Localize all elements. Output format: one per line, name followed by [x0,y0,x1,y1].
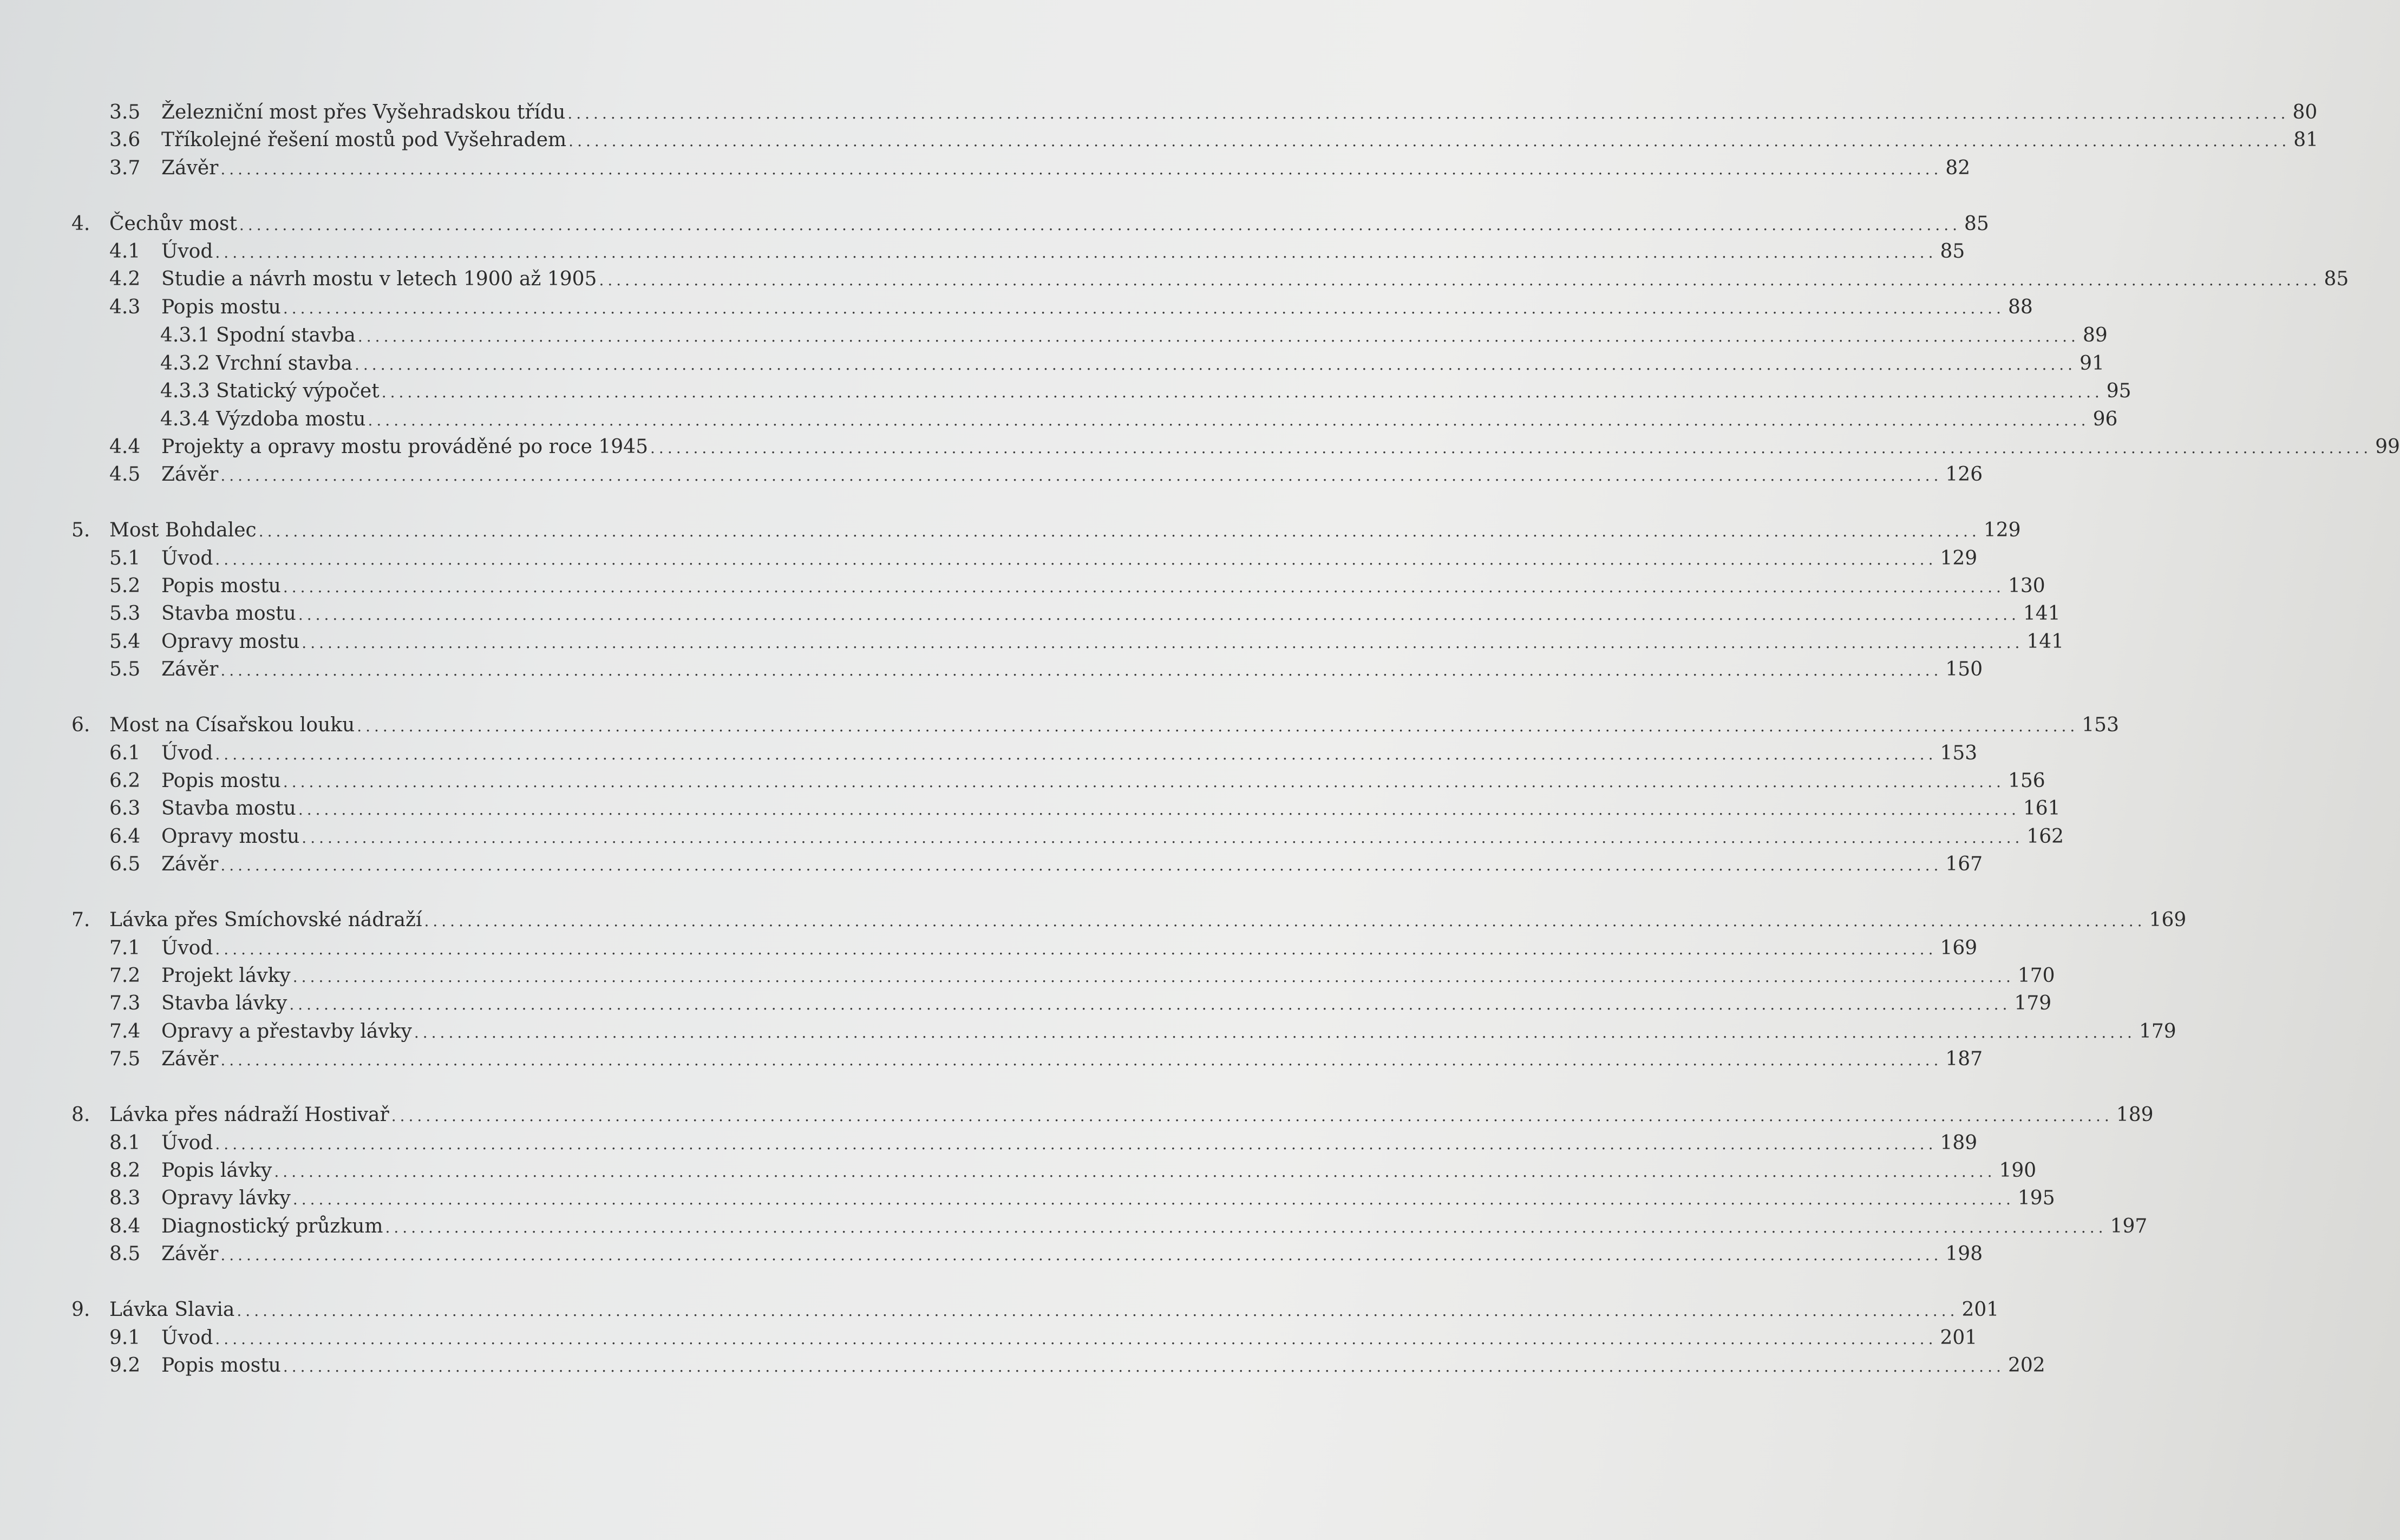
toc-entry-title: 4.3.2 Vrchní stavba [160,352,352,375]
toc-dot-leader: ........................................................................................................................................................................................................ [215,244,1937,261]
toc-section-entry [109,990,2052,1017]
toc-entry-number: 8.5 [109,1243,141,1265]
toc-entry-title: Závěr [161,1048,219,1070]
toc-page-number: 195 [2017,1187,2055,1209]
toc-entry-title: Stavba mostu [161,797,296,820]
toc-entry-number: 9.1 [109,1327,141,1349]
toc-section-entry [109,823,2064,850]
toc-dot-leader: ........................................................................................................................................................................................................ [292,968,2015,986]
toc-page-number: 201 [1961,1299,1999,1321]
toc-entry-title: Diagnostický průzkum [161,1215,383,1237]
toc-chapter-entry [71,907,2187,934]
toc-entry-title: Popis lávky [161,1159,272,1182]
toc-page-number: 126 [1945,463,1983,486]
toc-dot-leader: ........................................................................................................................................................................................................ [283,1358,2005,1375]
toc-page-number: 96 [2092,408,2118,430]
toc-entry-title: 4.3.1 Spodní stavba [160,324,356,346]
toc-entry-title: Železniční most přes Vyšehradskou třídu [161,101,566,123]
toc-page-number: 129 [1940,547,1978,569]
toc-entry-number: 7. [71,909,90,931]
toc-page-number: 130 [2007,575,2045,597]
toc-dot-leader: ........................................................................................................................................................................................................ [355,356,2077,373]
toc-dot-leader: ........................................................................................................................................................................................................ [283,773,2005,791]
toc-page-number: 190 [1999,1159,2037,1182]
toc-section-entry [109,127,2319,154]
toc-section-entry [109,962,2055,989]
toc-entry-title: Závěr [161,658,219,680]
toc-page-number: 170 [2017,965,2055,987]
toc-section-entry [109,1352,2045,1379]
toc-entry-title: Tříkolejné řešení mostů pod Vyšehradem [161,129,567,151]
toc-page-number: 167 [1945,853,1983,875]
toc-entry-title: Závěr [161,463,219,486]
toc-chapter-entry [71,1296,1999,1323]
toc-entry-title: Projekt lávky [161,965,291,987]
toc-dot-leader: ........................................................................................................................................................................................................ [220,1051,1943,1069]
toc-page-number: 189 [2116,1104,2154,1126]
toc-page-number: 80 [2292,101,2318,123]
toc-section-entry [109,1130,1978,1157]
toc-subsubsection-entry [160,406,2118,433]
toc-dot-leader: ........................................................................................................................................................................................................ [215,1330,1937,1348]
toc-page-number: 187 [1945,1048,1983,1070]
toc-page-number: 201 [1940,1327,1978,1349]
toc-section-entry [109,266,2349,293]
toc-dot-leader: ........................................................................................................................................................................................................ [381,383,2103,401]
toc-dot-leader: ........................................................................................................................................................................................................ [220,160,1943,178]
toc-entry-title: Úvod [161,1327,213,1349]
toc-entry-title: Popis mostu [161,296,281,318]
toc-entry-number: 6.3 [109,797,141,820]
toc-page-number: 153 [2082,714,2119,736]
toc-dot-leader: ........................................................................................................................................................................................................ [283,299,2005,317]
toc-page-number: 85 [1964,213,1989,235]
toc-chapter-entry [71,517,2021,544]
toc-dot-leader: ........................................................................................................................................................................................................ [215,745,1937,763]
toc-entry-number: 5.1 [109,547,141,569]
toc-page-number: 189 [1940,1132,1978,1154]
toc-entry-title: Opravy mostu [161,631,300,653]
toc-entry-number: 3.7 [109,157,141,179]
toc-subsubsection-entry [160,322,2108,349]
toc-page-number: 179 [2014,992,2052,1014]
toc-section-entry [109,1185,2055,1212]
toc-entry-title: Projekty a opravy mostu prováděné po roce 1945 [161,436,649,458]
toc-page-number: 88 [2007,296,2033,318]
toc-dot-leader: ........................................................................................................................................................................................................ [215,1135,1937,1153]
toc-page-number: 141 [2023,602,2061,625]
toc-dot-leader: ........................................................................................................................................................................................................ [220,856,1943,874]
toc-dot-leader: ........................................................................................................................................................................................................ [385,1218,2107,1236]
toc-dot-leader: ........................................................................................................................................................................................................ [274,1163,1996,1181]
toc-page-number: 150 [1945,658,1983,680]
toc-entry-number: 7.1 [109,937,141,959]
toc-entry-number: 3.5 [109,101,141,123]
toc-dot-leader: ........................................................................................................................................................................................................ [414,1024,2136,1041]
toc-page-number: 156 [2007,770,2045,792]
toc-dot-leader: ........................................................................................................................................................................................................ [292,1190,2015,1208]
toc-dot-leader: ........................................................................................................................................................................................................ [220,661,1943,679]
toc-page-number: 197 [2110,1215,2148,1237]
toc-entry-title: Lávka přes Smíchovské nádraží [109,909,422,931]
toc-dot-leader: ........................................................................................................................................................................................................ [567,104,2290,122]
toc-entry-number: 6.2 [109,770,141,792]
toc-dot-leader: ........................................................................................................................................................................................................ [424,912,2146,930]
toc-entry-number: 4.1 [109,240,141,263]
toc-entry-number: 5.3 [109,602,141,625]
toc-entry-number: 6.1 [109,742,141,764]
toc-page-number: 169 [2149,909,2187,931]
toc-entry-number: 4.2 [109,268,141,290]
toc-page-number: 99 [2375,436,2400,458]
toc-entry-title: Opravy a přestavby lávky [161,1020,412,1043]
toc-entry-title: Lávka Slavia [109,1299,235,1321]
toc-dot-leader: ........................................................................................................................................................................................................ [391,1107,2113,1125]
toc-entry-number: 4.3 [109,296,141,318]
toc-entry-number: 8.1 [109,1132,141,1154]
toc-entry-number: 8. [71,1104,90,1126]
toc-dot-leader: ........................................................................................................................................................................................................ [568,132,2291,150]
toc-entry-title: Opravy lávky [161,1187,291,1209]
toc-chapter-entry [71,211,1989,238]
toc-section-entry [109,795,2061,822]
toc-entry-number: 8.4 [109,1215,141,1237]
toc-dot-leader: ........................................................................................................................................................................................................ [289,995,2011,1013]
toc-section-entry [109,656,1983,683]
toc-section-entry [109,600,2061,627]
toc-entry-number: 8.2 [109,1159,141,1182]
toc-dot-leader: ........................................................................................................................................................................................................ [302,829,2024,847]
toc-entry-title: Popis mostu [161,575,281,597]
toc-page-number: 91 [2079,352,2104,375]
toc-dot-leader: ........................................................................................................................................................................................................ [237,1302,1959,1320]
toc-dot-leader: ........................................................................................................................................................................................................ [298,606,2020,624]
toc-entry-number: 3.6 [109,129,141,151]
toc-dot-leader: ........................................................................................................................................................................................................ [258,522,1980,540]
toc-section-entry [109,238,1965,265]
toc-entry-title: Závěr [161,1243,219,1265]
toc-section-entry [109,1241,1983,1268]
toc-entry-number: 9. [71,1299,90,1321]
toc-entry-title: Stavba mostu [161,602,296,625]
toc-section-entry [109,1325,1978,1352]
toc-entry-title: Závěr [161,853,219,875]
toc-chapter-entry [71,712,2119,739]
toc-page-number: 85 [1940,240,1965,263]
toc-entry-number: 5. [71,519,90,541]
toc-entry-title: Úvod [161,742,213,764]
toc-entry-title: Studie a návrh mostu v letech 1900 až 1905 [161,268,597,290]
toc-entry-title: Stavba lávky [161,992,287,1014]
toc-entry-number: 7.2 [109,965,141,987]
toc-section-entry [109,768,2045,795]
toc-page-number: 129 [1983,519,2021,541]
toc-entry-number: 6.5 [109,853,141,875]
toc-section-entry [109,1018,2176,1045]
toc-page-number: 81 [2293,129,2319,151]
toc-entry-title: Čechův most [109,213,237,235]
toc-entry-title: 4.3.3 Statický výpočet [160,380,380,402]
toc-entry-number: 8.3 [109,1187,141,1209]
toc-dot-leader: ........................................................................................................................................................................................................ [302,634,2024,652]
toc-dot-leader: ........................................................................................................................................................................................................ [599,271,2321,289]
toc-page-number: 85 [2324,268,2349,290]
toc-dot-leader: ........................................................................................................................................................................................................ [220,1246,1943,1264]
toc-page-number: 161 [2023,797,2061,820]
toc-section-entry [109,99,2318,126]
toc-dot-leader: ........................................................................................................................................................................................................ [215,551,1937,568]
toc-chapter-entry [71,1102,2154,1129]
toc-dot-leader: ........................................................................................................................................................................................................ [239,216,1961,234]
toc-section-entry [109,1046,1983,1073]
toc-subsubsection-entry [160,350,2104,377]
toc-subsubsection-entry [160,378,2131,405]
toc-section-entry [109,434,2400,461]
toc-page-number: 179 [2139,1020,2176,1043]
toc-dot-leader: ........................................................................................................................................................................................................ [368,411,2090,429]
toc-entry-title: Opravy mostu [161,825,300,848]
toc-section-entry [109,294,2033,321]
toc-entry-title: Závěr [161,157,219,179]
toc-entry-number: 5.4 [109,631,141,653]
toc-page-number: 202 [2007,1354,2045,1377]
toc-entry-number: 9.2 [109,1354,141,1377]
toc-page-number: 153 [1940,742,1978,764]
toc-dot-leader: ........................................................................................................................................................................................................ [357,717,2079,735]
toc-section-entry [109,628,2064,656]
toc-entry-number: 5.2 [109,575,141,597]
toc-section-entry [109,461,1983,488]
toc-section-entry [109,1213,2148,1240]
toc-entry-title: Úvod [161,240,213,263]
toc-entry-title: Most na Císařskou louku [109,714,355,736]
toc-dot-leader: ........................................................................................................................................................................................................ [215,940,1937,958]
toc-dot-leader: ........................................................................................................................................................................................................ [220,467,1943,484]
toc-entry-title: Popis mostu [161,1354,281,1377]
toc-entry-number: 7.4 [109,1020,141,1043]
toc-entry-title: Úvod [161,547,213,569]
toc-entry-number: 6. [71,714,90,736]
toc-section-entry [109,155,1971,182]
toc-entry-title: Úvod [161,937,213,959]
toc-entry-number: 4.5 [109,463,141,486]
toc-dot-leader: ........................................................................................................................................................................................................ [298,801,2020,818]
toc-entry-number: 6.4 [109,825,141,848]
toc-section-entry [109,740,1978,767]
toc-dot-leader: ........................................................................................................................................................................................................ [357,327,2079,345]
toc-entry-number: 4.4 [109,436,141,458]
toc-page-number: 162 [2026,825,2064,848]
toc-entry-title: Popis mostu [161,770,281,792]
toc-entry-number: 7.3 [109,992,141,1014]
toc-entry-number: 7.5 [109,1048,141,1070]
toc-page-number: 198 [1945,1243,1983,1265]
toc-page-number: 89 [2082,324,2108,346]
toc-section-entry [109,1157,2037,1184]
toc-dot-leader: ........................................................................................................................................................................................................ [283,578,2005,596]
toc-entry-title: Lávka přes nádraží Hostivař [109,1104,389,1126]
toc-page-number: 82 [1945,157,1971,179]
toc-section-entry [109,545,1978,572]
toc-entry-title: Úvod [161,1132,213,1154]
toc-page-number: 169 [1940,937,1978,959]
toc-section-entry [109,935,1978,962]
toc-entry-title: Most Bohdalec [109,519,257,541]
toc-entry-title: 4.3.4 Výzdoba mostu [160,408,366,430]
toc-section-entry [109,851,1983,878]
toc-section-entry [109,573,2045,600]
toc-dot-leader: ........................................................................................................................................................................................................ [650,439,2372,457]
toc-entry-number: 4. [71,213,90,235]
toc-page-number: 95 [2106,380,2131,402]
toc-entry-number: 5.5 [109,658,141,680]
toc-page-number: 141 [2026,631,2064,653]
